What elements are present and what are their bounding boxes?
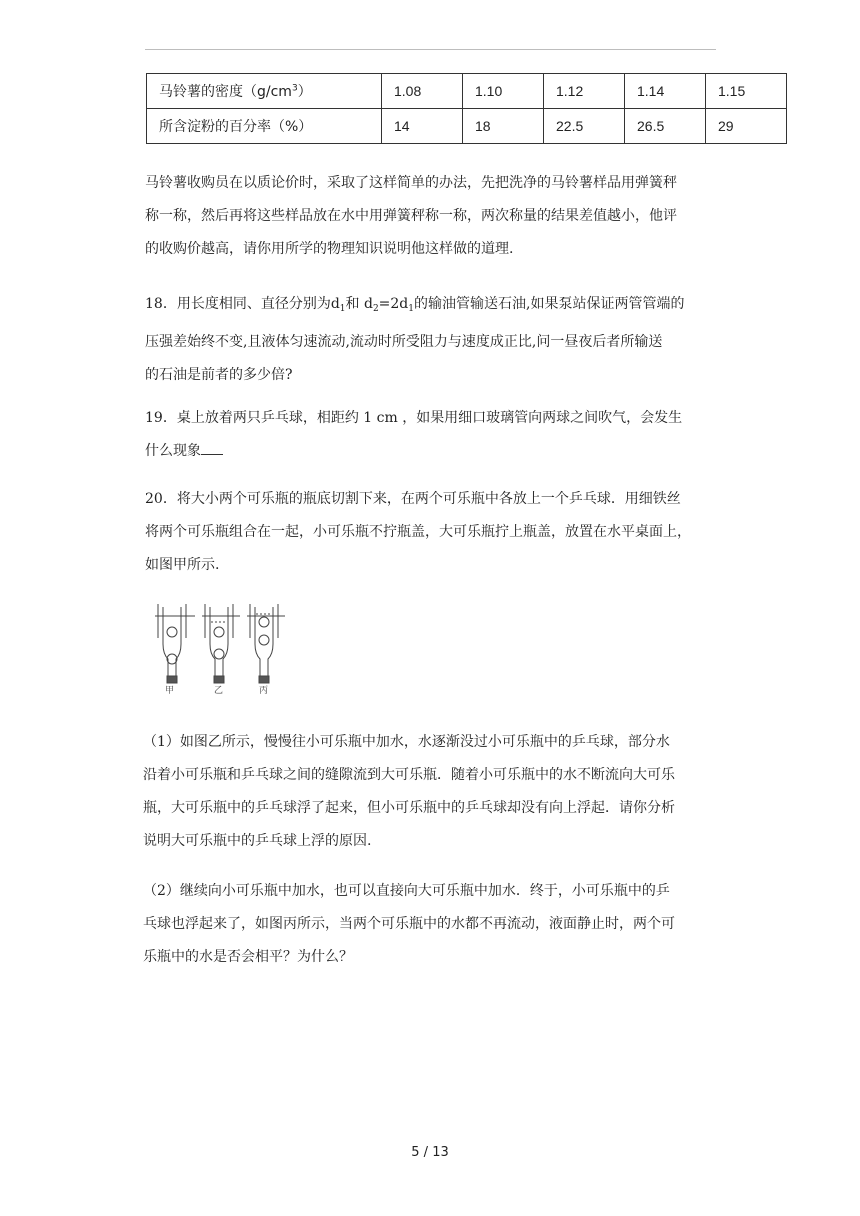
row-label-density: 马铃薯的密度$(g/cm^3)$ (147, 74, 382, 109)
bottle-a-icon (155, 604, 195, 683)
answer-blank (201, 442, 223, 455)
question-20-part-1: （1）如图乙所示，慢慢往小可乐瓶中加水，水逐渐没过小可乐瓶中的乒乓球，部分水 沿着小可乐瓶和乒乓球之间的缝隙流到大可乐瓶．随着小可乐瓶中的水不断流向大可乐 瓶，大可乐瓶中的乒乓球浮了起来，但小可乐瓶中的乒乓球却没有向上浮起．请你分析 说明大可乐瓶中的乒乓球上浮的原因. (143, 734, 675, 849)
table-cell: 1.14 (625, 74, 706, 109)
density-starch-table (146, 73, 787, 144)
table-cell: 1.15 (706, 74, 787, 109)
table-cell: 1.08 (382, 74, 463, 109)
table-cell: 1.12 (544, 74, 625, 109)
question-20: 20．将大小两个可乐瓶的瓶底切割下来，在两个可乐瓶中各放上一个乒乓球．用细铁丝 将两个可乐瓶组合在一起，小可乐瓶不拧瓶盖，大可乐瓶拧上瓶盖，放置在水平桌面上， 如图甲所示. (145, 491, 691, 573)
question-18: 18．用长度相同、直径分别为$d_1$和 $d_2=2d_1$的输油管输送石油,如果泵站保证两管管端的 压强差始终不变,且液体匀速流动,流动时所受阻力与速度成正比,问一昼夜后者所输送 的石油是前者的多少倍? (145, 296, 685, 383)
table-row (147, 109, 787, 144)
question-20-part-2: （2）继续向小可乐瓶中加水，也可以直接向大可乐瓶中加水．终于，小可乐瓶中的乒 乓球也浮起来了，如图丙所示，当两个可乐瓶中的水都不再流动，液面静止时，两个可 乐瓶中的水是否会相平？为什么？ (143, 883, 675, 965)
page-number: 5 / 13 (411, 1145, 449, 1160)
table-cell: 26.5 (625, 109, 706, 144)
bottle-c-icon (247, 604, 285, 683)
table-cell: 1.10 (463, 74, 544, 109)
table-cell: 22.5 (544, 109, 625, 144)
figure-label-b: 乙 (214, 686, 224, 694)
table-cell: 14 (382, 109, 463, 144)
table-cell: 29 (706, 109, 787, 144)
row-label-starch: 所含淀粉的百分率（%） (147, 109, 382, 144)
table-cell: 18 (463, 109, 544, 144)
figure-label-a: 甲 (165, 686, 175, 694)
question-19: 19．桌上放着两只乒乓球，相距约 1 cm ，如果用细口玻璃管向两球之间吹气，会发生 什么现象 (145, 410, 683, 459)
bottle-b-icon (202, 604, 240, 683)
table-row (147, 74, 787, 109)
question-17-text: 马铃薯收购员在以质论价时，采取了这样简单的办法，先把洗净的马铃薯样品用弹簧秤 称一称，然后再将这些样品放在水中用弹簧秤称一称，两次称量的结果差值越小，他评 的收购价越高，请你用所学的物理知识说明他这样做的道理. (145, 175, 677, 257)
figure-label-c: 丙 (259, 686, 269, 694)
cola-bottle-figure (150, 604, 290, 694)
header-rule (145, 49, 716, 50)
